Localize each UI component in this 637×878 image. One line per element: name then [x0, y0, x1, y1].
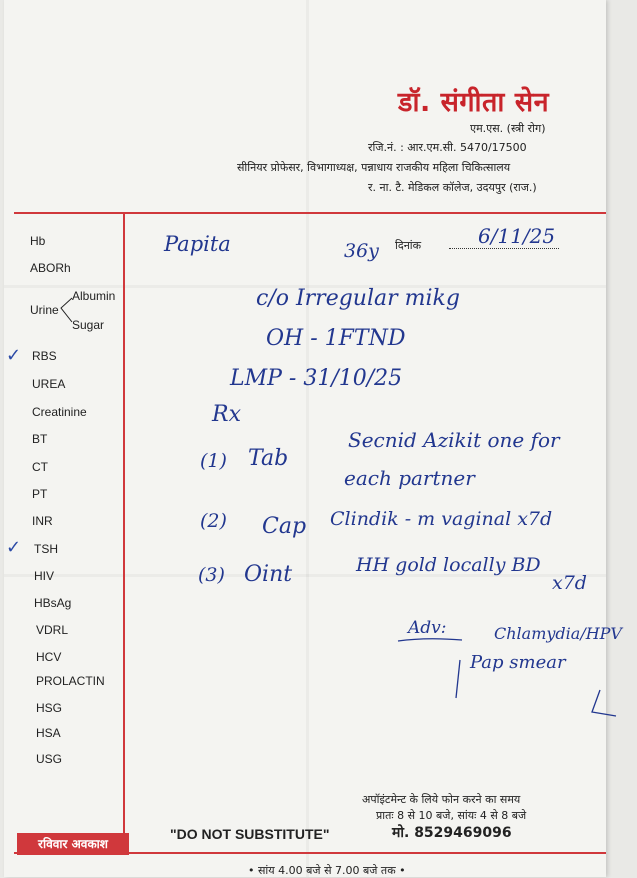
test-tsh: TSH — [34, 542, 58, 556]
test-urea: UREA — [32, 377, 66, 391]
test-hb: Hb — [30, 234, 46, 248]
item-drug: HH gold locally BD — [356, 554, 541, 576]
test-ct: CT — [32, 460, 48, 474]
item-drug: Clindik - m vaginal x7d — [330, 508, 553, 530]
item-form: Cap — [262, 514, 307, 539]
prescription-date: 6/11/25 — [478, 224, 556, 248]
test-pt: PT — [32, 487, 48, 501]
advice-item: Pap smear — [470, 652, 566, 673]
test-sugar: Sugar — [72, 318, 105, 332]
item-number: (2) — [200, 510, 227, 532]
patient-name: Papita — [164, 232, 231, 256]
advice-bracket — [440, 620, 620, 720]
complaint-line: c/o Irregular mikg — [256, 286, 460, 311]
item-drug-continued: each partner — [344, 466, 475, 490]
item-drug: Secnid Azikit one for — [348, 428, 560, 452]
appointment-title: अपॉइंटमेन्ट के लिये फोन करने का समय — [362, 793, 521, 806]
test-hsa: HSA — [36, 726, 61, 740]
rx-symbol: Rx — [212, 402, 241, 427]
advice-label: Adv: — [408, 618, 447, 638]
lmp-line: LMP - 31/10/25 — [230, 366, 403, 391]
clinic-timing: • सांय 4.00 बजे से 7.00 बजे तक • — [248, 864, 406, 877]
test-urine: Urine — [30, 303, 59, 317]
obstetric-history-line: OH - 1FTND — [266, 326, 406, 351]
item-number: (1) — [200, 450, 227, 472]
header-divider — [14, 212, 606, 214]
patient-age: 36y — [344, 240, 379, 262]
item-form: Oint — [244, 562, 293, 587]
designation: सीनियर प्रोफेसर, विभागाध्यक्ष, पन्नाधाय राजकीय महिला चिकित्सालय — [237, 161, 511, 174]
mobile-number: मो. 8529469096 — [392, 825, 512, 841]
item-form: Tab — [248, 446, 289, 471]
test-hsg: HSG — [36, 701, 63, 715]
test-bt: BT — [32, 432, 48, 446]
sunday-holiday-badge: रविवार अवकाश — [17, 833, 129, 855]
test-column-divider — [123, 212, 125, 852]
date-label: दिनांक — [395, 239, 422, 252]
registration-number: रजि.नं. : आर.एम.सी. 5470/17500 — [368, 141, 527, 154]
qualification: एम.एस. (स्त्री रोग) — [470, 122, 546, 135]
do-not-substitute: "DO NOT SUBSTITUTE" — [170, 826, 330, 842]
test-hiv: HIV — [34, 569, 55, 583]
urine-brace — [58, 296, 74, 326]
test-aborh: ABORh — [30, 261, 71, 275]
check-mark-icon: ✓ — [6, 537, 22, 558]
test-usg: USG — [36, 752, 63, 766]
date-underline — [449, 248, 559, 249]
test-hbsag: HBsAg — [34, 596, 72, 610]
appointment-time: प्रातः 8 से 10 बजे, सांयः 4 से 8 बजे — [376, 809, 527, 822]
test-vdrl: VDRL — [36, 623, 69, 637]
test-creatinine: Creatinine — [32, 405, 87, 419]
test-prolactin: PROLACTIN — [36, 674, 105, 688]
doctor-name: डॉ. संगीता सेन — [398, 87, 550, 118]
test-hcv: HCV — [36, 650, 62, 664]
item-number: (3) — [198, 564, 225, 586]
letterhead — [0, 0, 637, 210]
test-inr: INR — [32, 514, 53, 528]
item-duration: x7d — [552, 572, 587, 594]
test-rbs: RBS — [32, 349, 57, 363]
college: र. ना. टै. मेडिकल कॉलेज, उदयपुर (राज.) — [368, 181, 537, 194]
advice-item: Chlamydia/HPV — [494, 624, 622, 643]
test-albumin: Albumin — [72, 289, 116, 303]
check-mark-icon: ✓ — [6, 345, 22, 366]
